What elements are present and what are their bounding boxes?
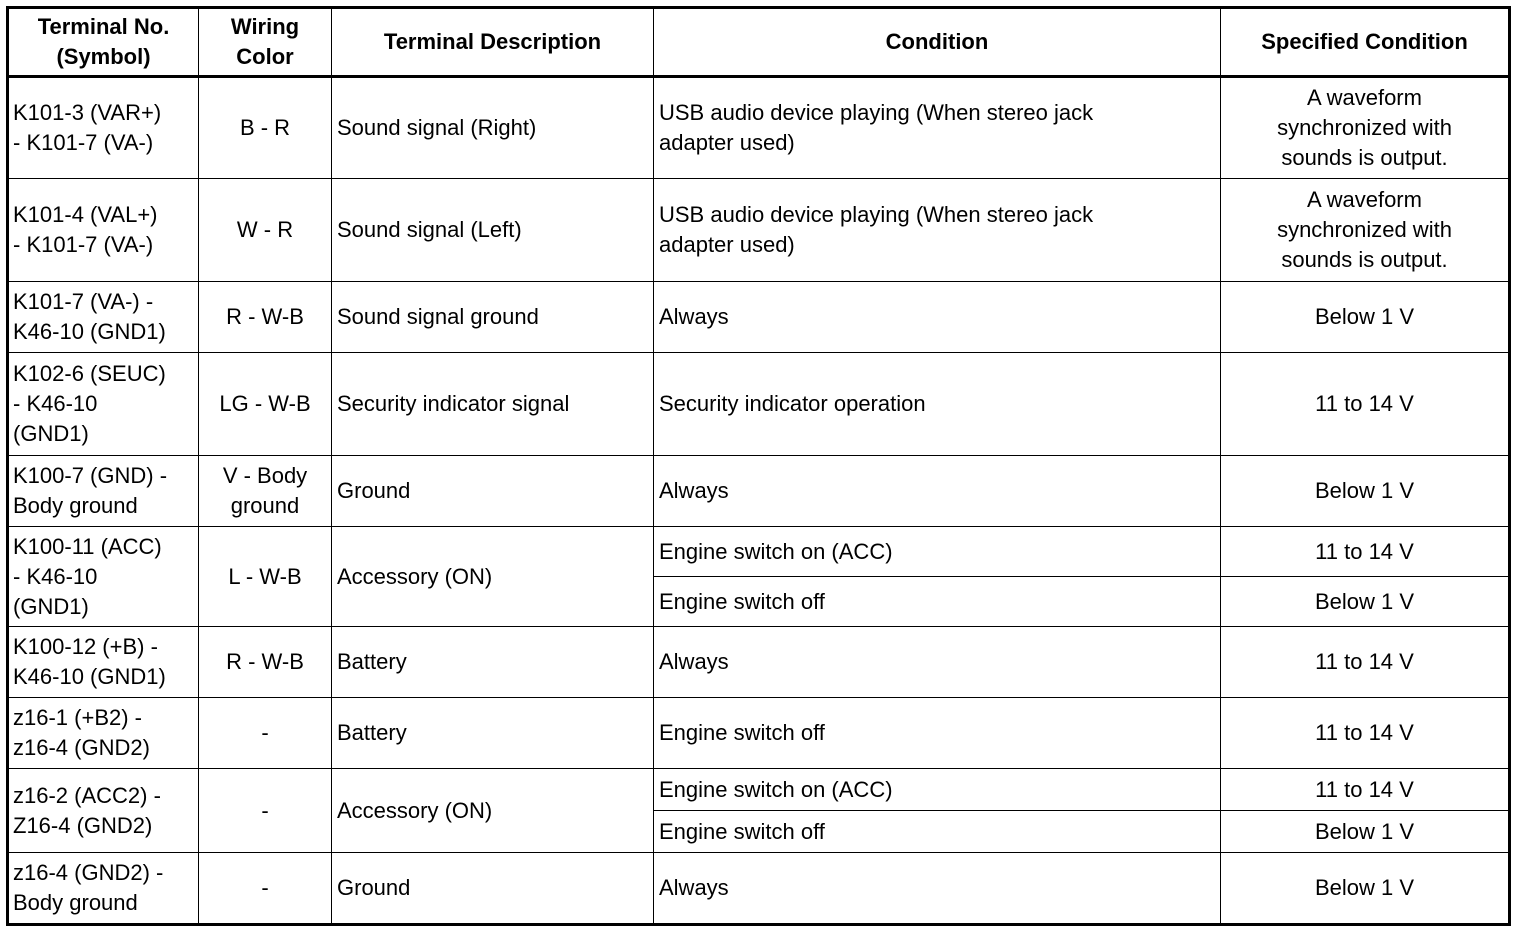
description-cell: Battery — [332, 627, 654, 698]
terminal-cell: K101-7 (VA-) - K46-10 (GND1) — [8, 282, 199, 353]
terminal-cell: z16-2 (ACC2) - Z16-4 (GND2) — [8, 769, 199, 853]
description-cell: Sound signal (Right) — [332, 77, 654, 179]
header-row — [8, 8, 1510, 77]
specified-condition-cell: Below 1 V — [1221, 577, 1510, 627]
condition-cell: Always — [654, 853, 1221, 925]
wiring-color-cell: R - W-B — [199, 627, 332, 698]
specified-condition-cell: Below 1 V — [1221, 282, 1510, 353]
condition-cell: Engine switch off — [654, 811, 1221, 853]
wiring-color-cell: V - Body ground — [199, 456, 332, 527]
condition-cell: Engine switch off — [654, 577, 1221, 627]
wiring-color-cell: - — [199, 853, 332, 925]
description-cell: Sound signal ground — [332, 282, 654, 353]
description-cell: Sound signal (Left) — [332, 179, 654, 282]
terminal-cell: z16-4 (GND2) - Body ground — [8, 853, 199, 925]
condition-cell: Engine switch on (ACC) — [654, 769, 1221, 811]
wiring-color-cell: - — [199, 769, 332, 853]
table-row — [8, 282, 1510, 353]
header-specified-condition: Specified Condition — [1221, 8, 1510, 77]
description-cell: Ground — [332, 456, 654, 527]
description-cell: Battery — [332, 698, 654, 769]
condition-cell: Always — [654, 282, 1221, 353]
terminal-cell: K100-7 (GND) - Body ground — [8, 456, 199, 527]
terminal-cell: K102-6 (SEUC) - K46-10 (GND1) — [8, 353, 199, 456]
specified-condition-cell: 11 to 14 V — [1221, 698, 1510, 769]
description-cell: Security indicator signal — [332, 353, 654, 456]
specified-condition-cell: Below 1 V — [1221, 853, 1510, 925]
table-body — [8, 77, 1510, 925]
table-row — [8, 853, 1510, 925]
wiring-color-cell: L - W-B — [199, 527, 332, 627]
condition-cell: Always — [654, 456, 1221, 527]
condition-cell: USB audio device playing (When stereo jack adapter used) — [654, 77, 1221, 179]
description-cell: Accessory (ON) — [332, 527, 654, 627]
specified-condition-cell: 11 to 14 V — [1221, 353, 1510, 456]
condition-cell: Engine switch on (ACC) — [654, 527, 1221, 577]
specified-condition-cell: A waveform synchronized with sounds is output. — [1221, 77, 1510, 179]
specified-condition-cell: A waveform synchronized with sounds is output. — [1221, 179, 1510, 282]
wiring-color-cell: W - R — [199, 179, 332, 282]
condition-cell: Always — [654, 627, 1221, 698]
condition-cell: Engine switch off — [654, 698, 1221, 769]
terminal-spec-table — [6, 6, 1511, 926]
terminal-cell: K100-12 (+B) - K46-10 (GND1) — [8, 627, 199, 698]
condition-cell: Security indicator operation — [654, 353, 1221, 456]
specified-condition-cell: 11 to 14 V — [1221, 527, 1510, 577]
description-cell: Accessory (ON) — [332, 769, 654, 853]
table-row — [8, 769, 1510, 811]
specified-condition-cell: Below 1 V — [1221, 456, 1510, 527]
table-row — [8, 456, 1510, 527]
terminal-cell: K101-3 (VAR+) - K101-7 (VA-) — [8, 77, 199, 179]
table-header — [8, 8, 1510, 77]
condition-cell: USB audio device playing (When stereo jack adapter used) — [654, 179, 1221, 282]
terminal-cell: z16-1 (+B2) - z16-4 (GND2) — [8, 698, 199, 769]
wiring-color-cell: LG - W-B — [199, 353, 332, 456]
wiring-color-cell: B - R — [199, 77, 332, 179]
table-row — [8, 698, 1510, 769]
table-row — [8, 77, 1510, 179]
terminal-cell: K100-11 (ACC) - K46-10 (GND1) — [8, 527, 199, 627]
specified-condition-cell: 11 to 14 V — [1221, 627, 1510, 698]
description-cell: Ground — [332, 853, 654, 925]
wiring-color-cell: - — [199, 698, 332, 769]
table-row — [8, 627, 1510, 698]
table-row — [8, 179, 1510, 282]
table-row — [8, 527, 1510, 577]
specified-condition-cell: Below 1 V — [1221, 811, 1510, 853]
header-wiring-color: Wiring Color — [199, 8, 332, 77]
terminal-cell: K101-4 (VAL+) - K101-7 (VA-) — [8, 179, 199, 282]
table-row — [8, 353, 1510, 456]
wiring-color-cell: R - W-B — [199, 282, 332, 353]
header-terminal-no: Terminal No. (Symbol) — [8, 8, 199, 77]
header-condition: Condition — [654, 8, 1221, 77]
specified-condition-cell: 11 to 14 V — [1221, 769, 1510, 811]
header-terminal-description: Terminal Description — [332, 8, 654, 77]
